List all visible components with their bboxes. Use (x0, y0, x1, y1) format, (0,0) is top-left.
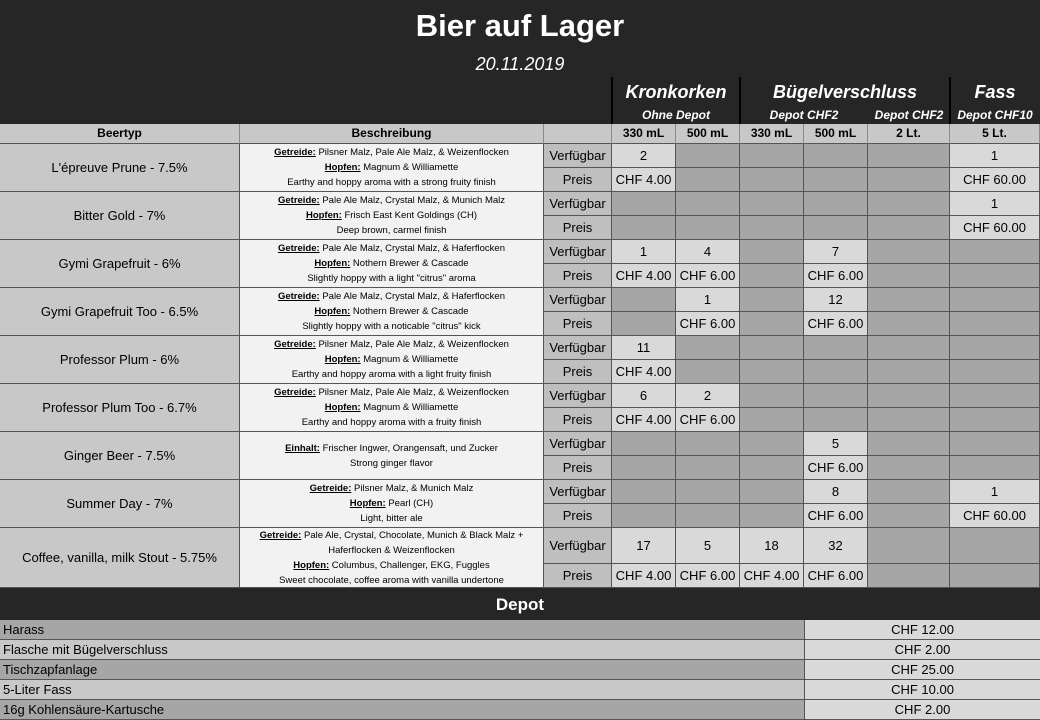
stock-cell (868, 336, 950, 360)
stock-cell (868, 480, 950, 504)
group-divider (949, 77, 951, 124)
beer-name: Professor Plum Too - 6.7% (0, 384, 240, 432)
stock-cell: 12 (804, 288, 868, 312)
price-label: Preis (544, 456, 612, 480)
description-line (337, 223, 447, 238)
available-label: Verfügbar (544, 528, 612, 564)
stock-cell (612, 432, 676, 456)
price-cell: CHF 4.00 (612, 168, 676, 192)
description-label: Getreide: (259, 529, 302, 541)
beer-description (240, 336, 544, 384)
description-label: Hopfen: (349, 498, 386, 509)
beer-description (240, 528, 544, 588)
description-text: Nothern Brewer & Cascade (350, 306, 469, 317)
description-line (274, 337, 509, 352)
description-text: Pale Ale Malz, Crystal Malz, & Haferflocken (319, 243, 506, 254)
stock-cell (868, 432, 950, 456)
description-text: Deep brown, carmel finish (336, 225, 447, 236)
group-buegel-sub-1: Depot CHF2 (769, 108, 839, 122)
description-label: Getreide: (277, 243, 320, 254)
stock-cell (950, 432, 1040, 456)
description-line (260, 528, 524, 543)
beer-description (240, 384, 544, 432)
beer-name: Summer Day - 7% (0, 480, 240, 528)
price-cell: CHF 6.00 (804, 312, 868, 336)
price-cell (740, 408, 804, 432)
description-line (310, 481, 474, 496)
description-text: Slightly hoppy with a light "citrus" aroma (307, 273, 476, 284)
column-header: Beertyp (0, 124, 240, 144)
price-cell (950, 264, 1040, 288)
column-header: 500 mL (676, 124, 740, 144)
column-header: 500 mL (804, 124, 868, 144)
stock-cell (612, 480, 676, 504)
stock-cell (950, 288, 1040, 312)
stock-cell (740, 480, 804, 504)
price-cell (950, 408, 1040, 432)
description-line (325, 352, 459, 367)
stock-cell (676, 192, 740, 216)
stock-cell: 17 (612, 528, 676, 564)
beer-description (240, 240, 544, 288)
price-label: Preis (544, 360, 612, 384)
depot-item-name: 5-Liter Fass (0, 680, 805, 700)
description-label: Getreide: (274, 387, 316, 398)
beer-description (240, 144, 544, 192)
available-label: Verfügbar (544, 288, 612, 312)
description-line (285, 441, 498, 456)
description-line (306, 208, 477, 223)
description-text: Pale Ale, Crystal, Chocolate, Munich & Black Malz + (301, 529, 524, 541)
stock-cell (868, 144, 950, 168)
beer-description (240, 288, 544, 336)
description-text: Frisch East Kent Goldings (CH) (341, 210, 478, 221)
price-cell (740, 360, 804, 384)
price-cell (868, 216, 950, 240)
stock-cell (740, 288, 804, 312)
beer-name: Gymi Grapefruit Too - 6.5% (0, 288, 240, 336)
description-label: Getreide: (274, 147, 316, 158)
price-cell (740, 168, 804, 192)
stock-cell: 8 (804, 480, 868, 504)
price-cell (612, 456, 676, 480)
stock-cell (612, 192, 676, 216)
depot-item-price: CHF 12.00 (805, 620, 1040, 640)
price-cell (740, 504, 804, 528)
stock-cell (804, 192, 868, 216)
stock-cell: 1 (950, 192, 1040, 216)
description-line (293, 558, 489, 573)
group-buegelverschluss: Bügelverschluss (772, 82, 918, 102)
description-line (302, 319, 480, 334)
stock-cell (676, 432, 740, 456)
group-buegel-sub-2: Depot CHF2 (874, 108, 944, 122)
description-line (325, 400, 459, 415)
stock-cell (740, 192, 804, 216)
stock-cell: 1 (612, 240, 676, 264)
stock-cell: 4 (676, 240, 740, 264)
stock-cell (676, 480, 740, 504)
price-cell (676, 216, 740, 240)
stock-cell: 7 (804, 240, 868, 264)
stock-cell: 1 (950, 144, 1040, 168)
description-text: Pale Ale Malz, Crystal Malz, & Haferflocken (319, 291, 506, 302)
price-cell (676, 360, 740, 384)
description-label: Hopfen: (305, 210, 342, 221)
depot-item-name: 16g Kohlensäure-Kartusche (0, 700, 805, 720)
price-cell: CHF 4.00 (612, 360, 676, 384)
group-kronkorken-sub: Ohne Depot (642, 108, 710, 122)
price-cell: CHF 60.00 (950, 168, 1040, 192)
price-cell: CHF 6.00 (676, 264, 740, 288)
price-cell (950, 456, 1040, 480)
stock-cell: 1 (676, 288, 740, 312)
depot-item-price: CHF 25.00 (805, 660, 1040, 680)
beer-name: Coffee, vanilla, milk Stout - 5.75% (0, 528, 240, 588)
stock-cell: 32 (804, 528, 868, 564)
depot-item-name: Flasche mit Bügelverschluss (0, 640, 805, 660)
price-cell (868, 264, 950, 288)
price-cell (740, 456, 804, 480)
description-line (287, 175, 496, 190)
stock-cell (950, 240, 1040, 264)
price-cell (676, 168, 740, 192)
description-text: Pearl (CH) (385, 498, 434, 509)
stock-cell (950, 528, 1040, 564)
description-text: Magnum & Williamette (360, 354, 459, 365)
description-label: Getreide: (274, 339, 316, 350)
beer-name: L'épreuve Prune - 7.5% (0, 144, 240, 192)
description-label: Hopfen: (324, 354, 361, 365)
price-label: Preis (544, 264, 612, 288)
stock-cell: 5 (676, 528, 740, 564)
description-label: Einhalt: (285, 442, 320, 454)
description-label: Hopfen: (324, 162, 361, 173)
beer-name: Gymi Grapefruit - 6% (0, 240, 240, 288)
description-text: Earthy and hoppy aroma with a light fruity finish (291, 369, 492, 380)
stock-cell: 1 (950, 480, 1040, 504)
description-text: Sweet chocolate, coffee aroma with vanilla undertone (279, 574, 504, 586)
description-label: Hopfen: (314, 258, 351, 269)
price-cell (740, 312, 804, 336)
beer-description (240, 432, 544, 480)
price-cell: CHF 60.00 (950, 504, 1040, 528)
price-cell (612, 312, 676, 336)
stock-cell: 18 (740, 528, 804, 564)
group-fass-sub: Depot CHF10 (957, 108, 1033, 122)
beer-description (240, 480, 544, 528)
stock-cell (868, 192, 950, 216)
group-fass: Fass (974, 82, 1016, 102)
price-cell: CHF 4.00 (612, 264, 676, 288)
depot-item-name: Tischzapfanlage (0, 660, 805, 680)
stock-cell (868, 528, 950, 564)
beer-name: Professor Plum - 6% (0, 336, 240, 384)
stock-cell (740, 144, 804, 168)
depot-item-price: CHF 10.00 (805, 680, 1040, 700)
description-label: Hopfen: (314, 306, 351, 317)
price-cell (612, 216, 676, 240)
depot-title: Depot (495, 595, 545, 614)
price-cell: CHF 6.00 (804, 504, 868, 528)
group-divider (739, 77, 741, 124)
price-cell (804, 360, 868, 384)
available-label: Verfügbar (544, 144, 612, 168)
description-text: Pale Ale Malz, Crystal Malz, & Munich Malz (319, 195, 506, 206)
description-line (350, 456, 433, 471)
description-text: Earthy and hoppy aroma with a strong fruity finish (287, 177, 496, 188)
stock-cell (740, 240, 804, 264)
available-label: Verfügbar (544, 384, 612, 408)
description-text: Light, bitter ale (360, 513, 423, 524)
group-divider (611, 77, 613, 124)
description-text: Magnum & Williamette (360, 402, 459, 413)
stock-cell (804, 384, 868, 408)
column-header: Beschreibung (240, 124, 544, 144)
description-line (328, 543, 455, 558)
price-cell (868, 456, 950, 480)
depot-item-name: Harass (0, 620, 805, 640)
price-cell: CHF 6.00 (676, 564, 740, 588)
description-line (278, 193, 505, 208)
description-line (307, 271, 475, 286)
price-label: Preis (544, 312, 612, 336)
price-cell (868, 564, 950, 588)
stock-cell (612, 288, 676, 312)
price-cell (740, 216, 804, 240)
description-line (274, 385, 509, 400)
price-cell: CHF 4.00 (740, 564, 804, 588)
description-text: Pilsner Malz, Pale Ale Malz, & Weizenflocken (315, 339, 509, 350)
stock-cell (740, 432, 804, 456)
available-label: Verfügbar (544, 480, 612, 504)
stock-cell (950, 336, 1040, 360)
price-cell: CHF 6.00 (676, 408, 740, 432)
description-text: Slightly hoppy with a noticable "citrus" kick (302, 321, 481, 332)
price-cell (950, 312, 1040, 336)
description-line (278, 241, 505, 256)
beer-name: Ginger Beer - 7.5% (0, 432, 240, 480)
description-line (325, 160, 459, 175)
available-label: Verfügbar (544, 192, 612, 216)
price-cell: CHF 6.00 (804, 264, 868, 288)
price-label: Preis (544, 216, 612, 240)
price-cell (740, 264, 804, 288)
price-label: Preis (544, 408, 612, 432)
description-line (314, 256, 468, 271)
description-label: Hopfen: (324, 402, 361, 413)
description-text: Nothern Brewer & Cascade (350, 258, 469, 269)
stock-cell (868, 288, 950, 312)
price-cell (868, 312, 950, 336)
available-label: Verfügbar (544, 336, 612, 360)
description-text: Strong ginger flavor (350, 457, 433, 469)
price-cell (804, 216, 868, 240)
price-cell (868, 504, 950, 528)
price-label: Preis (544, 168, 612, 192)
description-text: Pilsner Malz, Pale Ale Malz, & Weizenflocken (315, 387, 509, 398)
description-text: Pilsner Malz, & Munich Malz (351, 483, 474, 494)
stock-cell: 11 (612, 336, 676, 360)
description-line (314, 304, 468, 319)
column-header: 2 Lt. (868, 124, 950, 144)
price-cell (868, 360, 950, 384)
price-cell: CHF 6.00 (804, 456, 868, 480)
stock-cell (740, 336, 804, 360)
stock-cell (804, 336, 868, 360)
stock-cell: 5 (804, 432, 868, 456)
column-header: 330 mL (612, 124, 676, 144)
description-text: Columbus, Challenger, EKG, Fuggles (329, 559, 490, 571)
description-line (279, 573, 504, 588)
description-text: Pilsner Malz, Pale Ale Malz, & Weizenflocken (315, 147, 509, 158)
sheet-title: Bier auf Lager (415, 8, 625, 43)
description-label: Hopfen: (293, 559, 330, 571)
price-cell: CHF 60.00 (950, 216, 1040, 240)
price-label: Preis (544, 564, 612, 588)
price-cell: CHF 6.00 (804, 564, 868, 588)
price-cell (868, 168, 950, 192)
price-cell (676, 504, 740, 528)
beer-name: Bitter Gold - 7% (0, 192, 240, 240)
description-text: Haferflocken & Weizenflocken (328, 544, 455, 556)
column-header (544, 124, 612, 144)
stock-cell (804, 144, 868, 168)
column-header: 330 mL (740, 124, 804, 144)
price-label: Preis (544, 504, 612, 528)
description-line (274, 145, 509, 160)
price-cell (950, 564, 1040, 588)
beer-description (240, 192, 544, 240)
description-text: Earthy and hoppy aroma with a fruity finish (301, 417, 482, 428)
description-line (292, 367, 492, 382)
stock-cell: 2 (612, 144, 676, 168)
description-label: Getreide: (277, 291, 320, 302)
stock-cell (950, 384, 1040, 408)
stock-cell: 6 (612, 384, 676, 408)
price-cell (676, 456, 740, 480)
group-kronkorken: Kronkorken (625, 82, 727, 102)
available-label: Verfügbar (544, 432, 612, 456)
price-cell (868, 408, 950, 432)
description-line (350, 496, 433, 511)
price-cell (612, 504, 676, 528)
description-line (302, 415, 482, 430)
price-cell: CHF 4.00 (612, 564, 676, 588)
stock-cell (740, 384, 804, 408)
price-cell: CHF 6.00 (676, 312, 740, 336)
available-label: Verfügbar (544, 240, 612, 264)
depot-item-price: CHF 2.00 (805, 640, 1040, 660)
stock-cell (676, 336, 740, 360)
price-cell (804, 168, 868, 192)
description-label: Getreide: (309, 483, 352, 494)
price-cell (804, 408, 868, 432)
column-header: 5 Lt. (950, 124, 1040, 144)
description-text: Frischer Ingwer, Orangensaft, und Zucker (319, 442, 498, 454)
description-line (360, 511, 422, 526)
description-text: Magnum & Williamette (360, 162, 459, 173)
price-cell: CHF 4.00 (612, 408, 676, 432)
stock-cell (868, 384, 950, 408)
stock-cell: 2 (676, 384, 740, 408)
price-cell (950, 360, 1040, 384)
stock-cell (676, 144, 740, 168)
description-label: Getreide: (277, 195, 320, 206)
sheet-date: 20.11.2019 (475, 54, 565, 74)
depot-item-price: CHF 2.00 (805, 700, 1040, 720)
description-line (278, 289, 505, 304)
stock-cell (868, 240, 950, 264)
